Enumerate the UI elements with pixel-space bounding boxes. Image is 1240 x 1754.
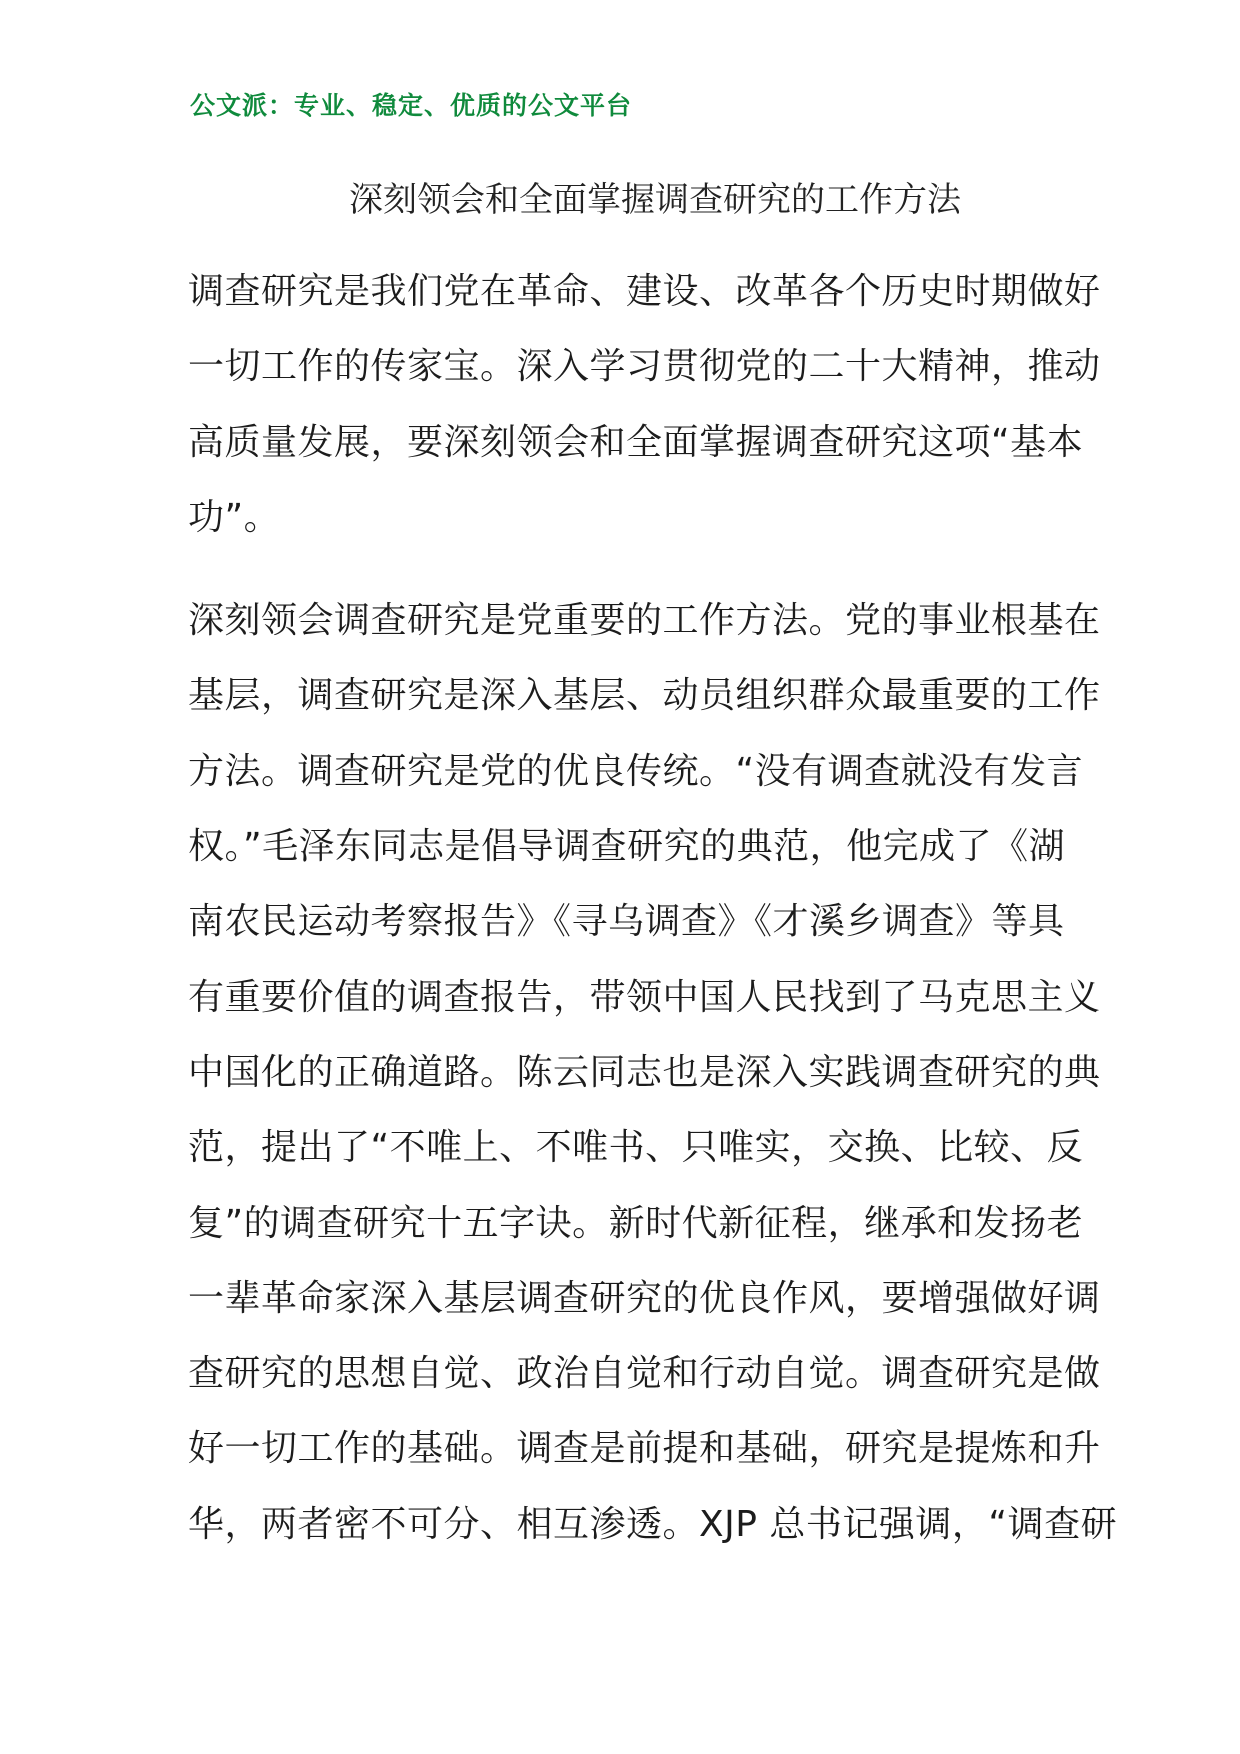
document-title: 深刻领会和全面掌握调查研究的工作方法 <box>349 180 961 220</box>
text-line: 一辈革命家深入基层调查研究的优良作风，要增强做好调 <box>188 1277 1101 1319</box>
text-line: 基层，调查研究是深入基层、动员组织群众最重要的工作 <box>188 675 1101 717</box>
text-line: 查研究的思想自觉、政治自觉和行动自觉。调查研究是做 <box>188 1353 1101 1395</box>
paragraph-1 <box>188 254 1101 555</box>
text-line: 深刻领会调查研究是党重要的工作方法。党的事业根基在 <box>188 600 1101 642</box>
paragraph-2 <box>188 583 1118 1562</box>
text-line: 有重要价值的调查报告，带领中国人民找到了马克思主义 <box>188 976 1101 1018</box>
text-line: 调查研究是我们党在革命、建设、改革各个历史时期做好 <box>188 271 1101 312</box>
text-line: 一切工作的传家宝。深入学习贯彻党的二十大精神，推动 <box>188 346 1101 388</box>
text-line: 范，提出了“不唯上、不唯书、只唯实，交换、比较、反 <box>188 1127 1084 1169</box>
text-line: 高质量发展，要深刻领会和全面掌握调查研究这项“基本 <box>188 421 1084 463</box>
text-line: 好一切工作的基础。调查是前提和基础，研究是提炼和升 <box>188 1428 1101 1470</box>
text-line: 中国化的正确道路。陈云同志也是深入实践调查研究的典 <box>188 1051 1101 1093</box>
text-line: 方法。调查研究是党的优良传统。“没有调查就没有发言 <box>188 750 1084 792</box>
text-line: 功”。 <box>188 496 281 538</box>
document-body <box>188 254 1118 1590</box>
text-line: 华，两者密不可分、相互渗透。XJP 总书记强调，“调查研 <box>188 1503 1118 1545</box>
text-line: 南农民运动考察报告》《寻乌调查》《才溪乡调查》等具 <box>188 901 1065 943</box>
header-brand: 公文派：专业、稳定、优质的公文平台 <box>190 91 633 120</box>
text-line: 权。”毛泽东同志是倡导调查研究的典范，他完成了《湖 <box>188 826 1066 868</box>
text-line: 复”的调查研究十五字诀。新时代新征程，继承和发扬老 <box>188 1202 1084 1244</box>
